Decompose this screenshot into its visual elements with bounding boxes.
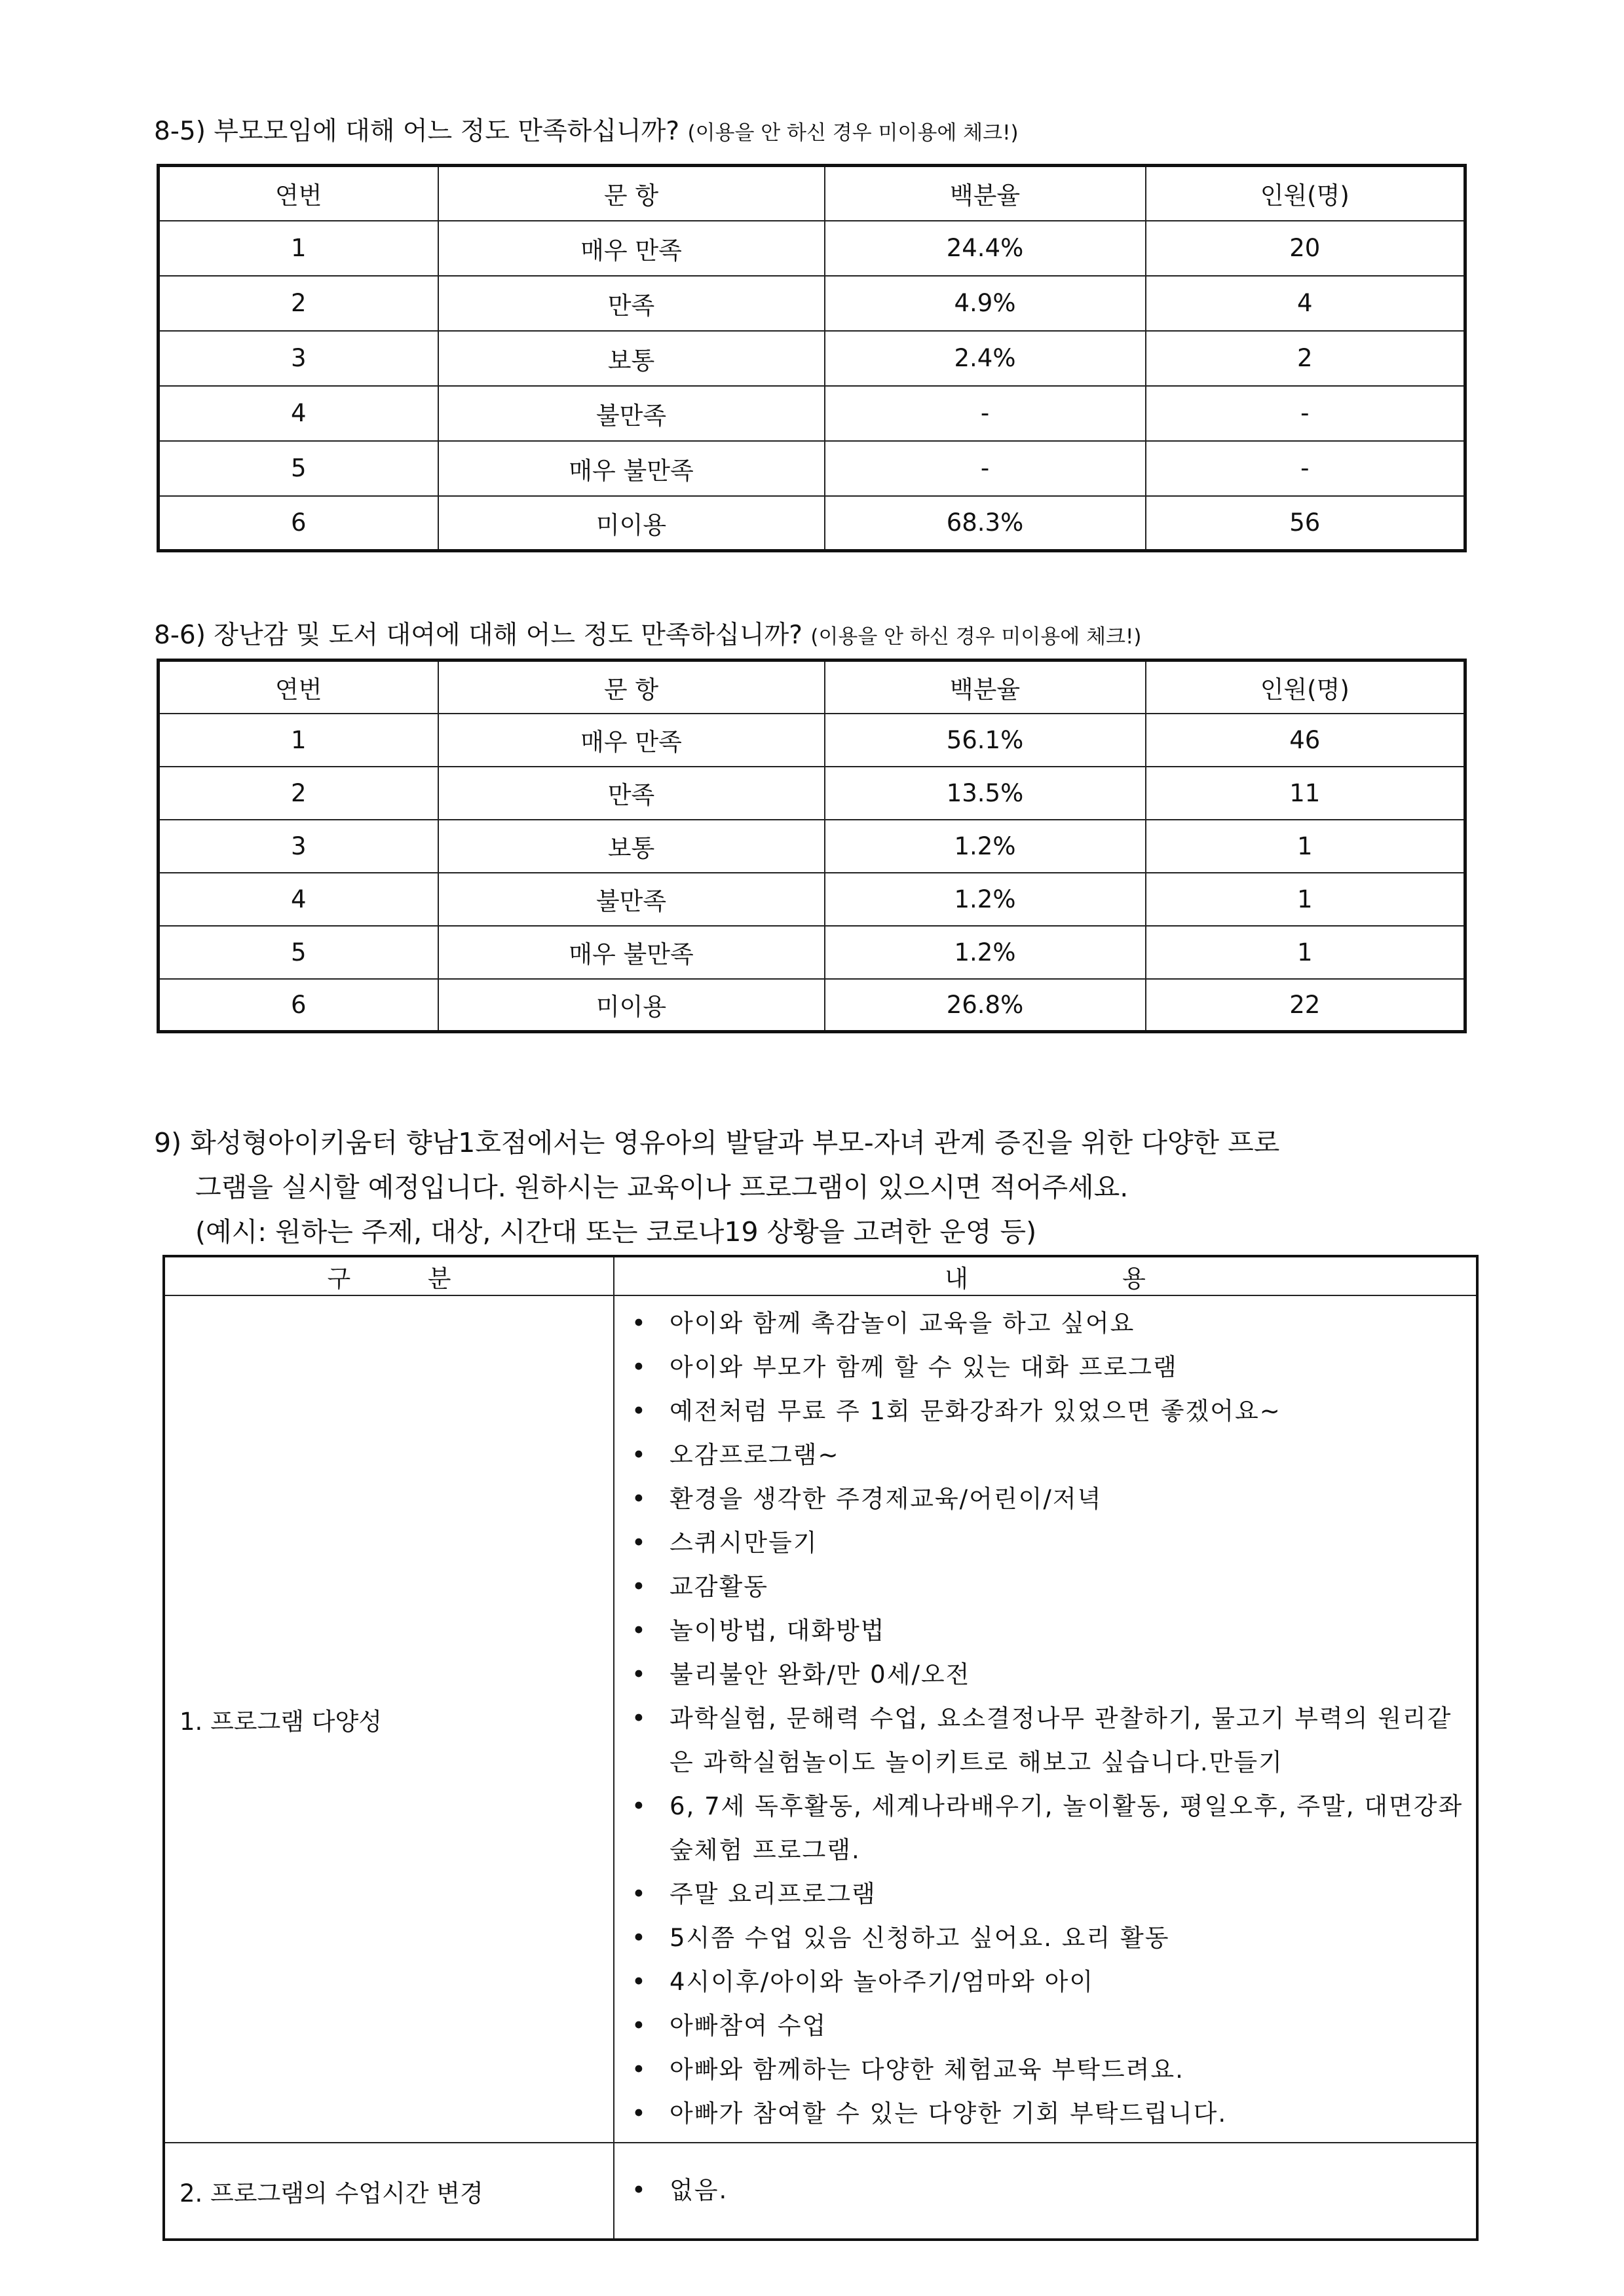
header-cell: 문 항 <box>438 166 825 221</box>
table-row <box>159 386 1465 441</box>
table-cell: 6 <box>159 496 438 551</box>
table-cell: 미이용 <box>438 979 825 1032</box>
header-cell: 연번 <box>159 166 438 221</box>
list-item: • 아이와 부모가 함께 할 수 있는 대화 프로그램 <box>614 1345 1476 1389</box>
content-cell <box>614 2143 1477 2240</box>
table-cell: - <box>1146 441 1465 496</box>
list-item: • 아빠참여 수업 <box>614 2004 1476 2048</box>
satisfaction-table-8-5 <box>157 164 1467 552</box>
question-note: (이용을 안 하신 경우 미이용에 체크!) <box>687 121 1019 145</box>
category-cell: 2. 프로그램의 수업시간 변경 <box>164 2143 614 2240</box>
list-item: • 4시이후/아이와 놀아주기/엄마와 아이 <box>614 1960 1476 2004</box>
table-row <box>159 441 1465 496</box>
header-cell: 구 분 <box>164 1256 614 1295</box>
header-cell: 문 항 <box>438 660 825 714</box>
table-cell: 46 <box>1146 714 1465 767</box>
table-cell: 4 <box>159 386 438 441</box>
table-cell: 2.4% <box>825 331 1146 386</box>
question-8-5-title <box>154 115 1019 149</box>
table-cell: 1 <box>1146 873 1465 926</box>
table-cell: 미이용 <box>438 496 825 551</box>
category-cell: 1. 프로그램 다양성 <box>164 1295 614 2143</box>
table-cell: 56 <box>1146 496 1465 551</box>
table-cell: 5 <box>159 441 438 496</box>
table-cell: 13.5% <box>825 767 1146 820</box>
table-cell: - <box>1146 386 1465 441</box>
table-row <box>159 714 1465 767</box>
table-cell: 3 <box>159 331 438 386</box>
list-item: • 교감활동 <box>614 1565 1476 1609</box>
table-cell: 4 <box>1146 276 1465 331</box>
question-9-line-1: 9) 화성형아이키움터 향남1호점에서는 영유아의 발달과 부모-자녀 관계 증진을 위한 다양한 프로 <box>154 1127 1280 1158</box>
list-item: • 아빠가 참여할 수 있는 다양한 기회 부탁드립니다. <box>614 2092 1476 2135</box>
question-text: 8-5) 부모모임에 대해 어느 정도 만족하십니까? <box>154 117 680 146</box>
table-cell: 24.4% <box>825 221 1146 276</box>
table-cell: 만족 <box>438 767 825 820</box>
satisfaction-table-8-6 <box>157 659 1467 1033</box>
list-item: • 주말 요리프로그램 <box>614 1872 1476 1916</box>
table-cell: 매우 불만족 <box>438 441 825 496</box>
table-cell: 6 <box>159 979 438 1032</box>
table-cell: 만족 <box>438 276 825 331</box>
table-cell: 4 <box>159 873 438 926</box>
table-cell: 20 <box>1146 221 1465 276</box>
table-header-row <box>159 166 1465 221</box>
list-item: • 스퀴시만들기 <box>614 1521 1476 1565</box>
table-cell: 2 <box>159 276 438 331</box>
table-row <box>159 331 1465 386</box>
table-cell: 56.1% <box>825 714 1146 767</box>
list-item: • 놀이방법, 대화방법 <box>614 1609 1476 1653</box>
list-item: • 환경을 생각한 주경제교육/어린이/저녁 <box>614 1477 1476 1521</box>
table-row <box>164 1295 1477 2143</box>
table-cell: 불만족 <box>438 873 825 926</box>
table-cell: 5 <box>159 926 438 979</box>
response-list <box>614 1296 1476 2142</box>
table-cell: 1 <box>159 714 438 767</box>
table-cell: 68.3% <box>825 496 1146 551</box>
list-item: • 예전처럼 무료 주 1회 문화강좌가 있었으면 좋겠어요~ <box>614 1389 1476 1433</box>
table-cell: 불만족 <box>438 386 825 441</box>
list-item: • 아이와 함께 촉감놀이 교육을 하고 싶어요 <box>614 1301 1476 1345</box>
list-item: • 6, 7세 독후활동, 세계나라배우기, 놀이활동, 평일오후, 주말, 대면강좌 숲체험 프로그램. <box>614 1784 1476 1872</box>
question-text: 8-6) 장난감 및 도서 대여에 대해 어느 정도 만족하십니까? <box>154 621 803 650</box>
header-cell: 인원(명) <box>1146 166 1465 221</box>
table-cell: 26.8% <box>825 979 1146 1032</box>
table-cell: 22 <box>1146 979 1465 1032</box>
table-row <box>159 276 1465 331</box>
table-cell: 2 <box>1146 331 1465 386</box>
table-row <box>164 2143 1477 2240</box>
table-row <box>159 767 1465 820</box>
table-row <box>159 820 1465 873</box>
table-row <box>159 221 1465 276</box>
header-cell: 연번 <box>159 660 438 714</box>
table-cell: 매우 만족 <box>438 221 825 276</box>
list-item: • 과학실험, 문해력 수업, 요소결정나무 관찰하기, 물고기 부력의 원리같은 과학실험놀이도 놀이키트로 해보고 싶습니다.만들기 <box>614 1696 1476 1784</box>
table-row <box>159 926 1465 979</box>
list-item: • 아빠와 함께하는 다양한 체험교육 부탁드려요. <box>614 2048 1476 2092</box>
response-list <box>614 2163 1476 2219</box>
header-cell: 백분율 <box>825 660 1146 714</box>
table-cell: 매우 만족 <box>438 714 825 767</box>
question-8-6-title <box>154 619 1142 653</box>
table-cell: 11 <box>1146 767 1465 820</box>
list-item: • 없음. <box>614 2168 1476 2212</box>
list-item: • 5시쯤 수업 있음 신청하고 싶어요. 요리 활동 <box>614 1916 1476 1960</box>
header-cell: 내 용 <box>614 1256 1477 1295</box>
table-cell: 3 <box>159 820 438 873</box>
table-cell: - <box>825 386 1146 441</box>
table-cell: 1 <box>159 221 438 276</box>
header-cell: 인원(명) <box>1146 660 1465 714</box>
table-cell: 1 <box>1146 820 1465 873</box>
table-header-row <box>159 660 1465 714</box>
table-cell: 1.2% <box>825 873 1146 926</box>
program-request-table <box>162 1255 1479 2241</box>
table-cell: 매우 불만족 <box>438 926 825 979</box>
question-9-line-3: (예시: 원하는 주제, 대상, 시간대 또는 코로나19 상황을 고려한 운영 등) <box>195 1216 1037 1248</box>
table-cell: 보통 <box>438 820 825 873</box>
table-cell: 1.2% <box>825 820 1146 873</box>
list-item: • 불리불안 완화/만 0세/오전 <box>614 1653 1476 1696</box>
table-cell: - <box>825 441 1146 496</box>
table-row <box>159 873 1465 926</box>
table-header-row <box>164 1256 1477 1295</box>
table-cell: 보통 <box>438 331 825 386</box>
table-cell: 1 <box>1146 926 1465 979</box>
header-cell: 백분율 <box>825 166 1146 221</box>
table-cell: 2 <box>159 767 438 820</box>
table-row <box>159 496 1465 551</box>
content-cell <box>614 1295 1477 2143</box>
table-cell: 1.2% <box>825 926 1146 979</box>
question-note: (이용을 안 하신 경우 미이용에 체크!) <box>810 625 1142 649</box>
table-row <box>159 979 1465 1032</box>
table-cell: 4.9% <box>825 276 1146 331</box>
list-item: • 오감프로그램~ <box>614 1433 1476 1477</box>
question-9-line-2: 그램을 실시할 예정입니다. 원하시는 교육이나 프로그램이 있으시면 적어주세요. <box>195 1172 1129 1203</box>
